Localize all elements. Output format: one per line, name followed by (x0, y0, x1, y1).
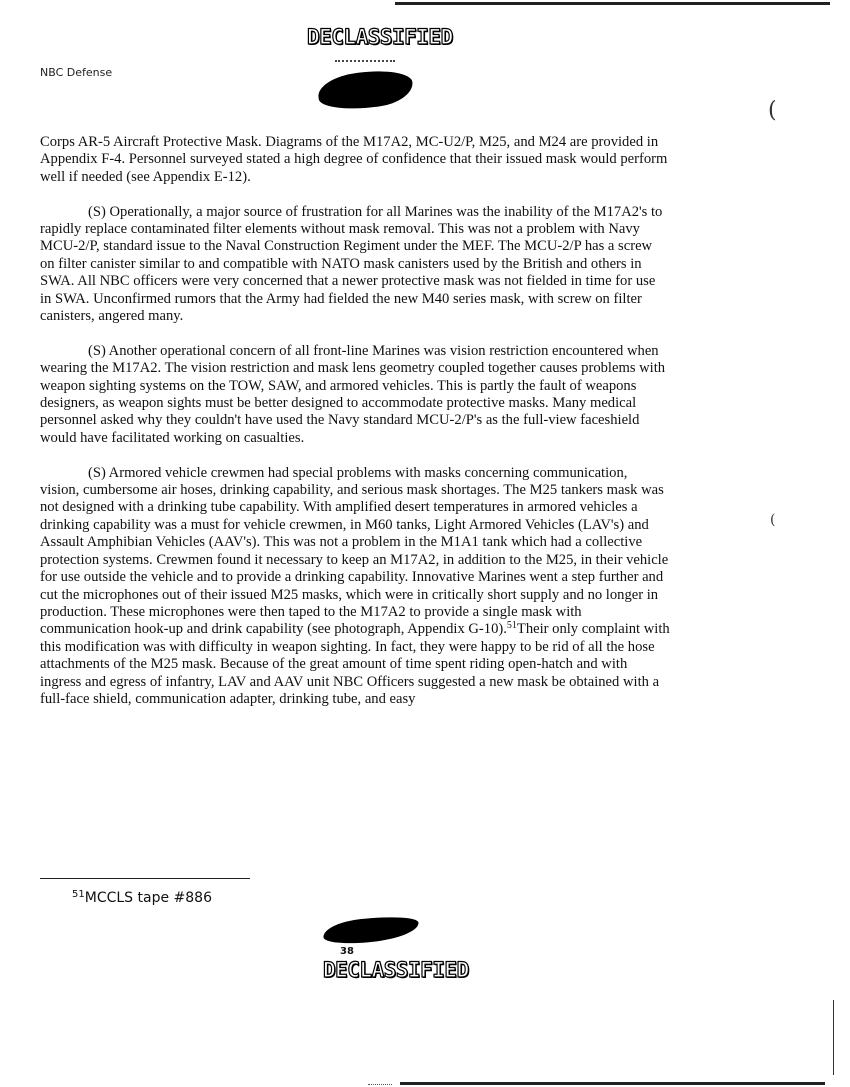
paragraph: (S) Another operational concern of all front-line Marines was vision restriction encountered when wearing the M17A2. The vision restriction and mask lens geometry coupled together causes problems with weapon sighting systems on the TOW, SAW, and armored vehicles. This is partly the fault of weapons designers, as weapon sights must be better designed to accommodate protective masks. Many medical personnel asked why they couldn't have used the Navy standard MCU-2/P's as the full-view faceshield would have facilitated working on casualties. (40, 342, 666, 446)
footnote (72, 890, 212, 906)
footnote-reference[interactable]: 51 (506, 620, 517, 632)
section-header: NBC Defense (40, 66, 113, 79)
margin-mark: ( (770, 512, 776, 528)
paragraph-text: Their only complaint with this modification was with difficulty in weapon sighting. In fact, they were happy to be rid of all the hose attachments of the M25 mask. Because of the great amount of time spent riding open-hatch and with ingress and egress of infantry, LAV and AAV unit NBC Officers suggested a new mask be obtained with a full-face shield, communication adapter, drinking tube, and easy (40, 621, 670, 707)
paragraph: (S) Operationally, a major source of frustration for all Marines was the inability of the M17A2's to rapidly replace contaminated filter elements without mask removal. This was not a problem with Navy MCU-2/P, standard issue to the Naval Construction Regiment under the MEF. The MCU-2/P has a screw on filter canister similar to and compatible with NATO mask canisters used by the British and others in SWA. All NBC officers were very concerned that a newer protective mask was not fielded in time for use in SWA. Unconfirmed rumors that the Army had fielded the new M40 series mask, with screw on filter canisters, angered many. (40, 203, 663, 325)
declassified-stamp-top: DECLASSIFIED (307, 25, 453, 49)
paragraph: Corps AR-5 Aircraft Protective Mask. Diagrams of the M17A2, MC-U2/P, M25, and M24 are provided in Appendix F-4. Personnel surveyed stated a high degree of confidence that their issued mask would perform well if needed (see Appendix E-12). (40, 134, 668, 185)
footnote-text: MCCLS tape #886 (84, 890, 212, 906)
top-scan-rule (395, 2, 830, 5)
bottom-scan-rule (400, 1082, 825, 1085)
margin-mark: ( (768, 98, 777, 123)
redaction-mark-bottom (322, 913, 420, 947)
footnote-separator (40, 878, 250, 879)
paragraph (40, 465, 670, 709)
paragraph-text: (S) Armored vehicle crewmen had special problems with masks concerning communication, vision, cumbersome air hoses, drinking capability, and serious mask shortages. The M25 tankers mask was not designed with a drinking tube capability. With amplified desert temperatures in armored vehicles a drinking capability was a must for vehicle crewmen, in M60 tanks, Light Armored Vehicles (LAV's) and Assault Amphibian Vehicles (AAV's). This was not a problem in the M1A1 tank which had a collective protection systems. Crewmen found it necessary to keep an M17A2, in addition to the M25, in their vehicle for use outside the vehicle and to provide a drinking capability. Innovative Marines went a step further and cut the microphones out of their issued M25 masks, which were in critically short supply and no longer in production. These microphones were then taped to the M17A2 to provide a single mask with communication hook-up and drink capability (see photograph, Appendix G-10). (40, 464, 669, 638)
body-text (40, 134, 670, 726)
declassified-stamp-bottom: DECLASSIFIED (323, 958, 469, 982)
scan-dots (368, 1084, 392, 1085)
redaction-mark-top (316, 66, 415, 113)
page-number: 38 (340, 946, 354, 957)
scan-edge-line (833, 1000, 834, 1075)
footnote-number: 51 (72, 889, 85, 900)
